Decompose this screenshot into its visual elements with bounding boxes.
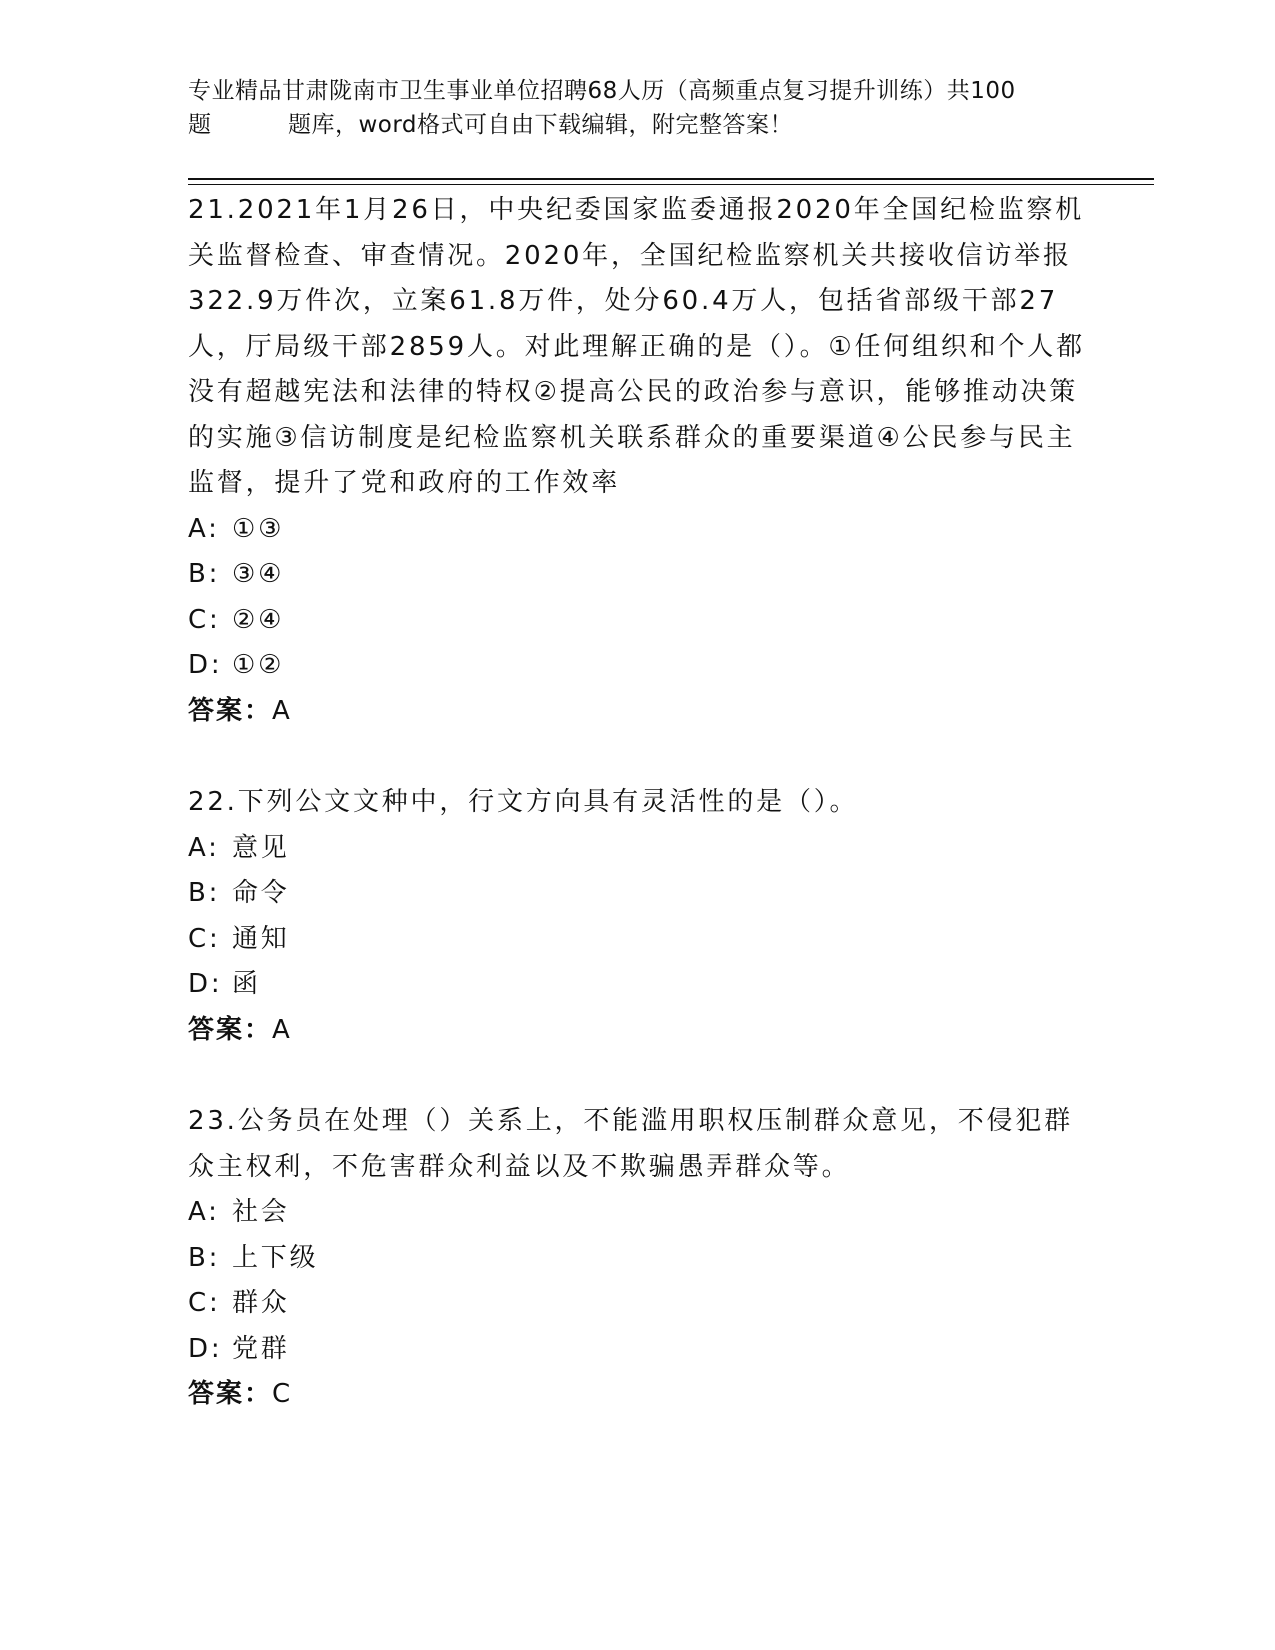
- answer-value: A: [272, 695, 290, 726]
- option-d: [188, 1327, 1088, 1373]
- header-title-line2: [188, 108, 1088, 142]
- option-letter: D:: [188, 650, 223, 680]
- option-letter: A:: [188, 513, 220, 544]
- question-text: 23.公务员在处理（）关系上，不能滥用职权压制群众意见，不侵犯群众主权利，不危害群众利益以及不欺骗愚弄群众等。: [188, 1106, 1073, 1182]
- option-b: [188, 552, 1088, 598]
- header-title-line1: 专业精品甘肃陇南市卫生事业单位招聘68人历（高频重点复习提升训练）共100: [188, 78, 1016, 104]
- option-value: 通知: [232, 923, 290, 954]
- option-letter: C:: [188, 1288, 221, 1318]
- document-header: [188, 74, 1088, 142]
- option-a: [188, 826, 1088, 872]
- option-value: 函: [232, 969, 261, 999]
- option-value: ③④: [232, 559, 285, 589]
- option-a: [188, 507, 1088, 553]
- option-d: [188, 962, 1088, 1008]
- option-value: ①②: [232, 650, 285, 680]
- option-value: ①③: [232, 513, 285, 544]
- option-b: [188, 871, 1088, 917]
- answer-line: [188, 1372, 1088, 1418]
- option-value: 群众: [232, 1288, 290, 1318]
- option-letter: A:: [188, 832, 220, 863]
- question-22: [188, 780, 1088, 1053]
- option-letter: C:: [188, 604, 221, 635]
- answer-line: [188, 689, 1088, 735]
- header-divider-thin: [188, 184, 1154, 185]
- question-23: [188, 1099, 1088, 1418]
- option-value: ②④: [232, 604, 285, 635]
- answer-label: 答案：: [188, 1014, 273, 1045]
- header-title-line2-left: 题: [188, 112, 212, 138]
- option-c: [188, 1281, 1088, 1327]
- option-c: [188, 598, 1088, 644]
- option-value: 党群: [232, 1333, 290, 1364]
- answer-line: [188, 1008, 1088, 1054]
- option-value: 社会: [232, 1197, 290, 1227]
- option-c: [188, 917, 1088, 963]
- question-21: [188, 188, 1088, 734]
- option-letter: D:: [188, 969, 223, 999]
- option-value: 上下级: [232, 1242, 319, 1273]
- header-title-line2-right: 题库，word格式可自由下载编辑，附完整答案！: [288, 112, 794, 138]
- option-b: [188, 1236, 1088, 1282]
- answer-value: C: [272, 1379, 291, 1409]
- option-value: 意见: [232, 832, 290, 863]
- option-letter: C:: [188, 923, 221, 954]
- header-divider-thick: [188, 178, 1154, 180]
- option-d: [188, 643, 1088, 689]
- option-letter: A:: [188, 1197, 220, 1227]
- question-text: 21.2021年1月26日，中央纪委国家监委通报2020年全国纪检监察机关监督检查、审查情况。2020年，全国纪检监察机关共接收信访举报322.9万件次，立案61.8万件，处分60.4万人，包括省部级干部27人，厅局级干部2859人。对此理解正确的是（）。①任何组织和个人都没有超越宪法和法律的特权②提高公民的政治参与意识，能够推动决策的实施③信访制度是纪检监察机关联系群众的重要渠道④公民参与民主监督，提升了党和政府的工作效率: [188, 195, 1085, 498]
- questions-list: [188, 188, 1088, 1464]
- answer-label: 答案：: [188, 1379, 273, 1409]
- answer-label: 答案：: [188, 695, 273, 726]
- answer-value: A: [272, 1014, 290, 1045]
- option-letter: B:: [188, 1242, 221, 1273]
- option-letter: B:: [188, 559, 221, 589]
- option-value: 命令: [232, 878, 290, 908]
- question-text: 22.下列公文文种中，行文方向具有灵活性的是（）。: [188, 787, 859, 817]
- option-a: [188, 1190, 1088, 1236]
- option-letter: D:: [188, 1333, 223, 1364]
- option-letter: B:: [188, 878, 221, 908]
